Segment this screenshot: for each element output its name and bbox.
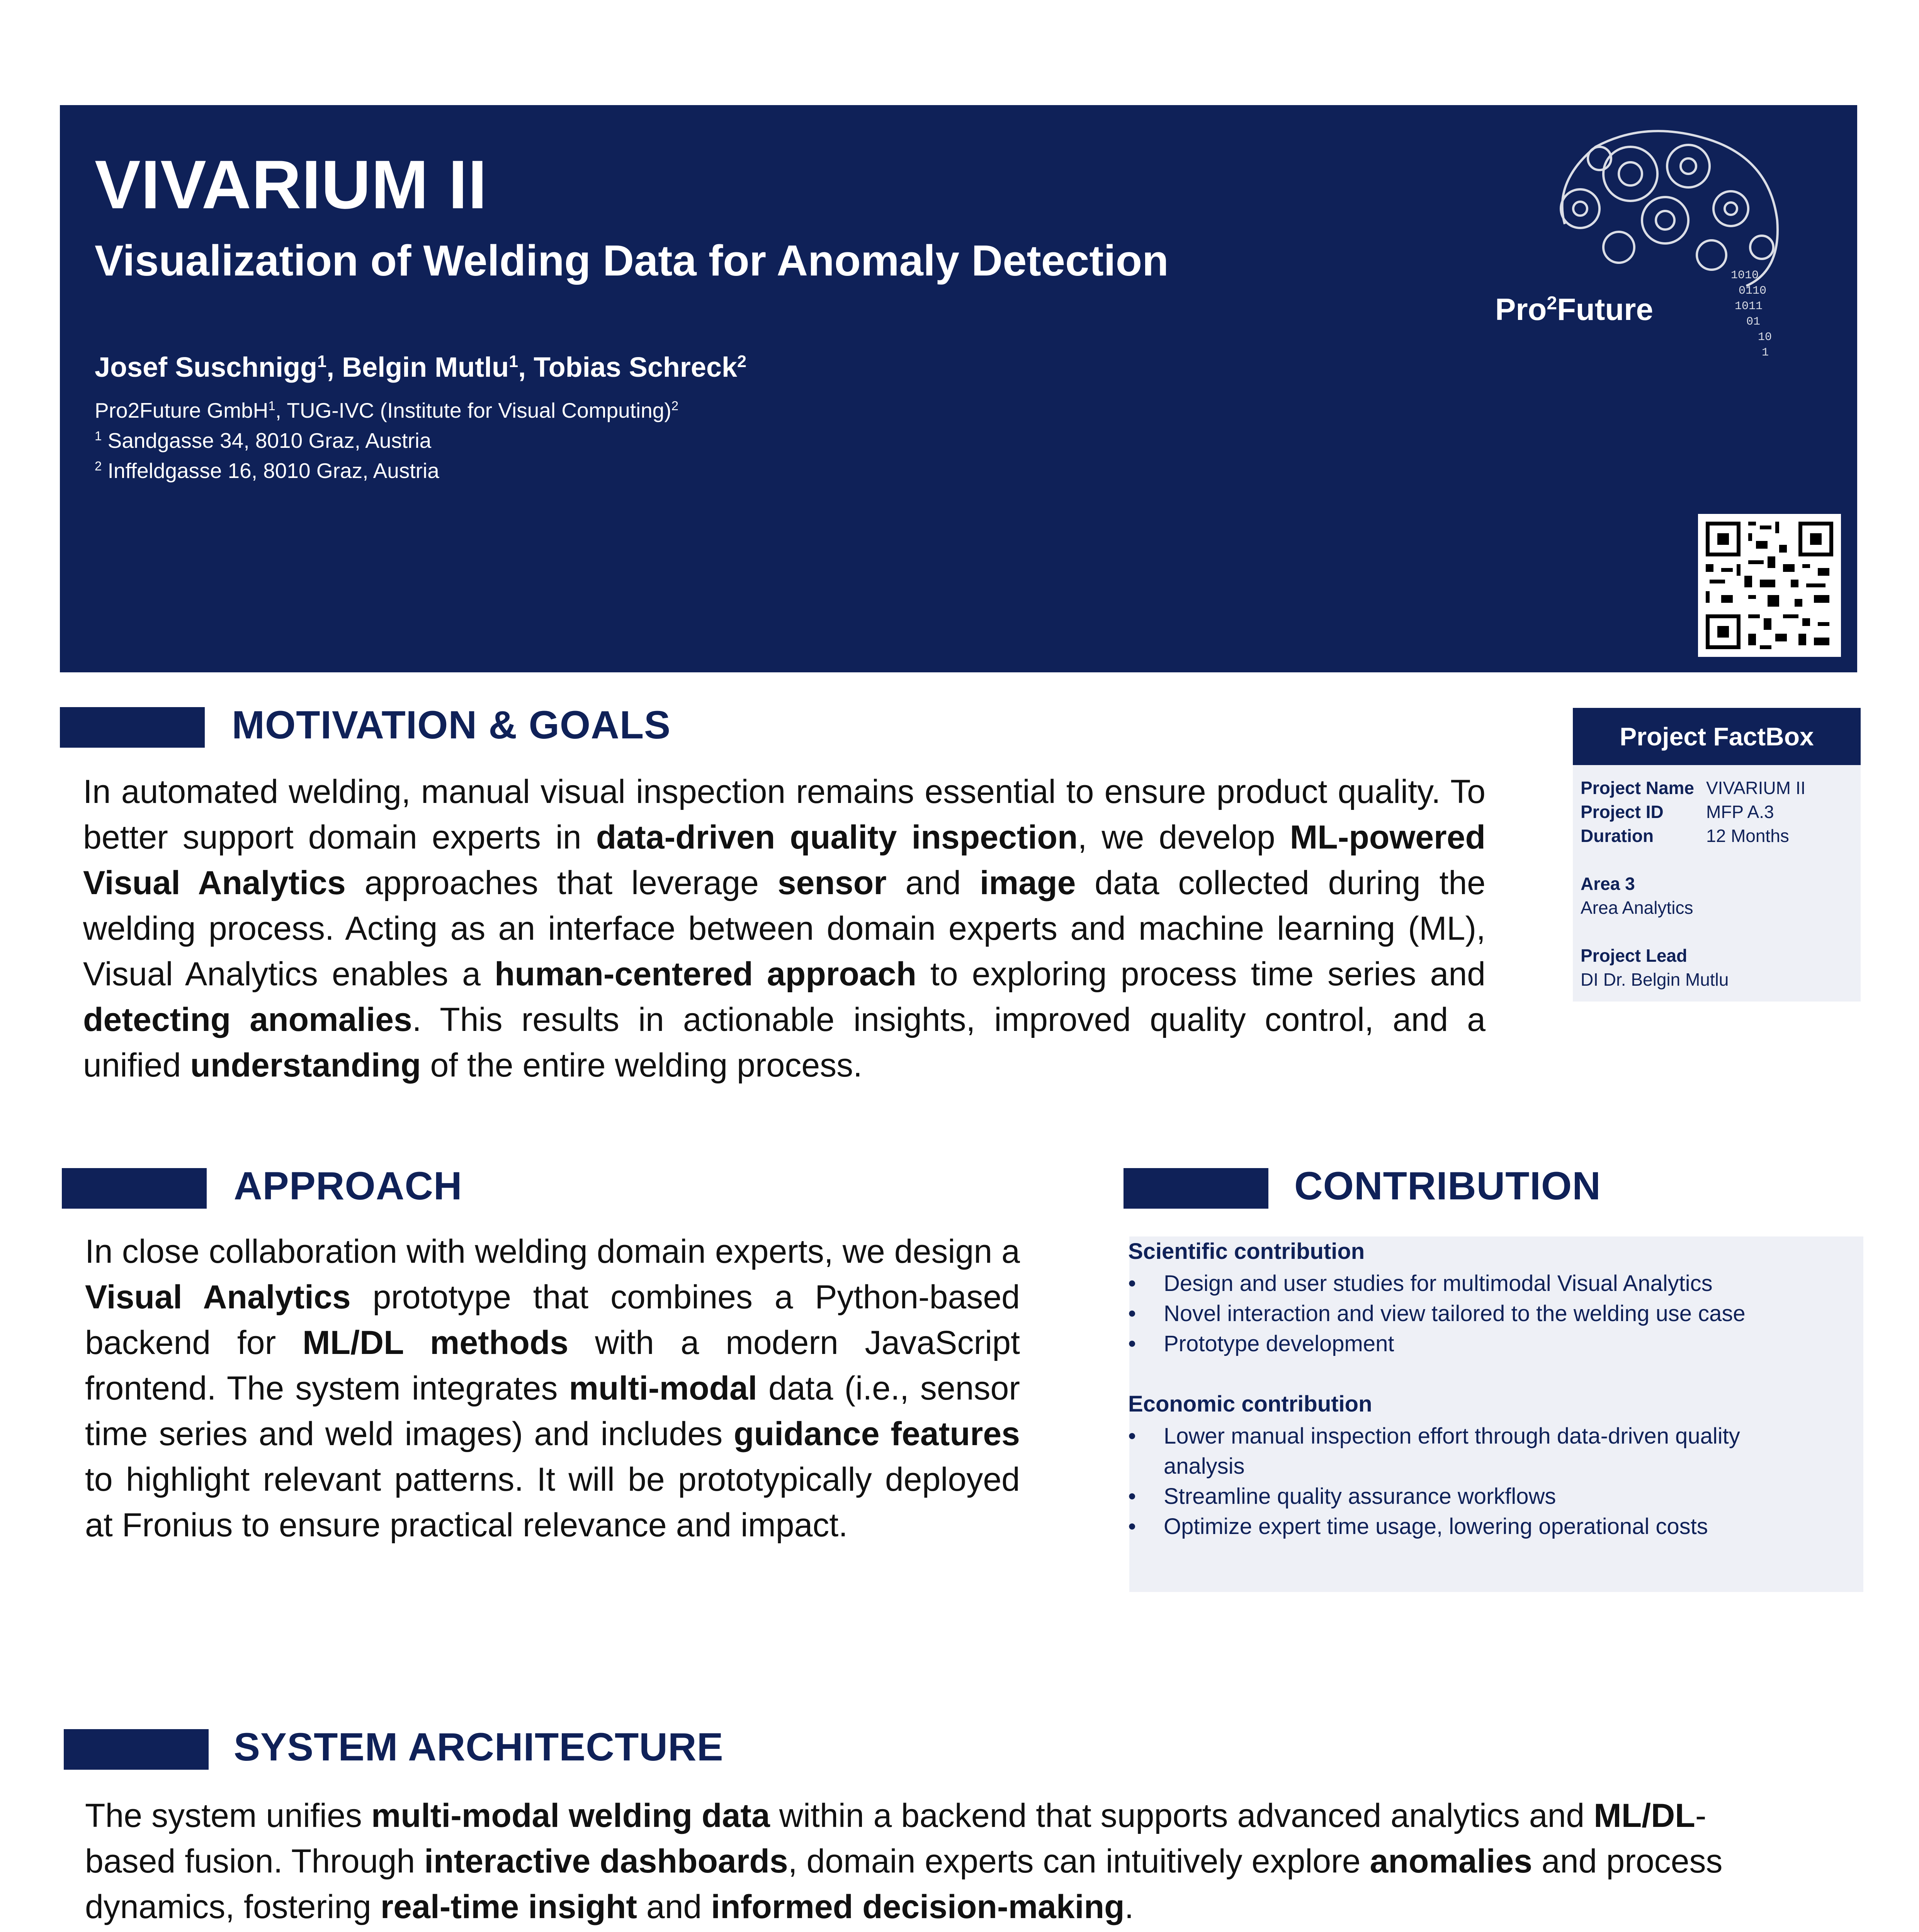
factbox-heading: Project FactBox xyxy=(1573,708,1861,765)
contribution-heading: CONTRIBUTION xyxy=(1294,1164,1601,1208)
text-run: prototype that combines a Python-based backend for xyxy=(85,1279,1020,1361)
text-run: -based fusion. Through xyxy=(85,1797,1707,1880)
section-bar xyxy=(60,707,205,748)
emphasis-text: multi-modal xyxy=(569,1370,757,1407)
text-run: , we develop xyxy=(1078,819,1290,856)
text-run: data collected during the welding process. Acting as an interface between domain experts and machine learning (ML), Visual Analytics enables a xyxy=(83,864,1486,993)
list-item: • Lower manual inspection effort through data-driven quality analysis xyxy=(1128,1423,1740,1479)
text-run: , domain experts can intuitively explore xyxy=(788,1843,1370,1880)
emphasis-text: guidance features xyxy=(734,1415,1020,1452)
emphasis-text: anomalies xyxy=(1370,1843,1533,1880)
text-run: approaches that leverage xyxy=(345,864,778,901)
emphasis-text: ML/DL xyxy=(1594,1797,1695,1834)
author-list: Josef Suschnigg$^1$, Belgin Mutlu$^1$, Tobias Schreck$^2$ xyxy=(95,352,747,383)
pro2future-brain-icon xyxy=(1530,124,1808,371)
emphasis-text: sensor xyxy=(777,864,887,901)
emphasis-text: interactive dashboards xyxy=(424,1843,788,1880)
emphasis-text: real-time insight xyxy=(380,1888,637,1925)
emphasis-text: understanding xyxy=(190,1047,421,1084)
emphasis-text: data-driven quality inspection xyxy=(596,819,1078,856)
text-run: . This results in actionable insights, improved quality control, and a unified xyxy=(83,1001,1486,1084)
section-bar xyxy=(62,1168,207,1209)
architecture-paragraph xyxy=(85,1793,1797,1930)
text-run: and process dynamics, fostering xyxy=(85,1843,1723,1925)
economic-list xyxy=(1128,1421,1820,1542)
economic-heading: Economic contribution xyxy=(1128,1391,1372,1417)
factbox-row: Duration 12 Months xyxy=(1581,826,1789,846)
scientific-list xyxy=(1128,1269,1844,1359)
svg-text:01: 01 xyxy=(1746,315,1761,328)
text-run: and xyxy=(637,1888,711,1925)
list-item: • Streamline quality assurance workflows xyxy=(1128,1484,1556,1509)
svg-text:0110: 0110 xyxy=(1739,284,1767,298)
list-item: • Design and user studies for multimodal Visual Analytics xyxy=(1128,1271,1713,1296)
text-run: In automated welding, manual visual inspection remains essential to ensure product quality. To better support domain experts in xyxy=(83,773,1486,856)
affiliations: Pro2Future GmbH$^1$, TUG-IVC (Institute for Visual Computing)$^2$ xyxy=(95,398,679,422)
emphasis-text: Visual Analytics xyxy=(85,1279,351,1316)
text-run: of the entire welding process. xyxy=(421,1047,863,1084)
text-run: to highlight relevant patterns. It will be prototypically deployed at Fronius to ensure practical relevance and impact. xyxy=(85,1461,1020,1544)
emphasis-text: informed decision-making xyxy=(711,1888,1125,1925)
emphasis-text: ML/DL methods xyxy=(302,1324,569,1361)
qr-code-icon xyxy=(1698,514,1841,657)
architecture-heading: SYSTEM ARCHITECTURE xyxy=(234,1725,724,1769)
text-run: The system unifies xyxy=(85,1797,371,1834)
factbox-row: Project Name VIVARIUM II xyxy=(1581,778,1806,798)
poster-subtitle: Visualization of Welding Data for Anomaly Detection xyxy=(95,236,1169,285)
factbox-rows xyxy=(1581,776,1805,992)
text-run: to exploring process time series and xyxy=(916,956,1486,993)
emphasis-text: image xyxy=(979,864,1076,901)
poster-title: VIVARIUM II xyxy=(95,146,488,223)
emphasis-text: human-centered approach xyxy=(494,956,917,993)
svg-text:10: 10 xyxy=(1758,331,1772,344)
text-run: data (i.e., sensor time series and weld images) and includes xyxy=(85,1370,1020,1452)
scientific-heading: Scientific contribution xyxy=(1128,1239,1365,1264)
factbox-area-value: Area Analytics xyxy=(1581,898,1693,918)
list-item: • Novel interaction and view tailored to the welding use case xyxy=(1128,1301,1746,1326)
list-item: • Prototype development xyxy=(1128,1331,1394,1356)
emphasis-text: multi-modal welding data xyxy=(371,1797,770,1834)
text-run: with a modern JavaScript frontend. The system integrates xyxy=(85,1324,1020,1407)
motivation-paragraph xyxy=(83,769,1486,1088)
factbox-row: Project ID MFP A.3 xyxy=(1581,802,1774,822)
address-1: $^1$ Sandgasse 34, 8010 Graz, Austria xyxy=(95,429,432,452)
approach-paragraph xyxy=(85,1229,1020,1548)
svg-text:1: 1 xyxy=(1762,346,1769,359)
author-name: Josef Suschnigg xyxy=(95,352,318,383)
section-bar xyxy=(64,1729,209,1770)
author-name: Belgin Mutlu xyxy=(342,352,509,383)
factbox-area-label: Area 3 xyxy=(1581,874,1635,894)
author-name: Tobias Schreck xyxy=(534,352,738,383)
motivation-heading: MOTIVATION & GOALS xyxy=(232,703,671,747)
address-2: $^2$ Inffeldgasse 16, 8010 Graz, Austria xyxy=(95,459,439,483)
factbox-lead-label: Project Lead xyxy=(1581,946,1688,966)
approach-heading: APPROACH xyxy=(234,1164,462,1208)
text-run: within a backend that supports advanced analytics and xyxy=(770,1797,1594,1834)
svg-text:1011: 1011 xyxy=(1735,300,1763,313)
list-item: • Optimize expert time usage, lowering operational costs xyxy=(1128,1514,1708,1539)
emphasis-text: detecting anomalies xyxy=(83,1001,412,1038)
section-bar xyxy=(1124,1168,1268,1209)
emphasis-text: ML-powered Visual Analytics xyxy=(83,819,1486,901)
svg-text:1010: 1010 xyxy=(1731,269,1759,282)
qr-code[interactable] xyxy=(1698,514,1841,657)
text-run: In close collaboration with welding domain experts, we design a xyxy=(85,1233,1020,1270)
text-run: and xyxy=(886,864,980,901)
factbox-lead-value: DI Dr. Belgin Mutlu xyxy=(1581,969,1729,990)
pro2future-logo: Pro$^2$Future xyxy=(1495,292,1653,327)
text-run: . xyxy=(1124,1888,1134,1925)
